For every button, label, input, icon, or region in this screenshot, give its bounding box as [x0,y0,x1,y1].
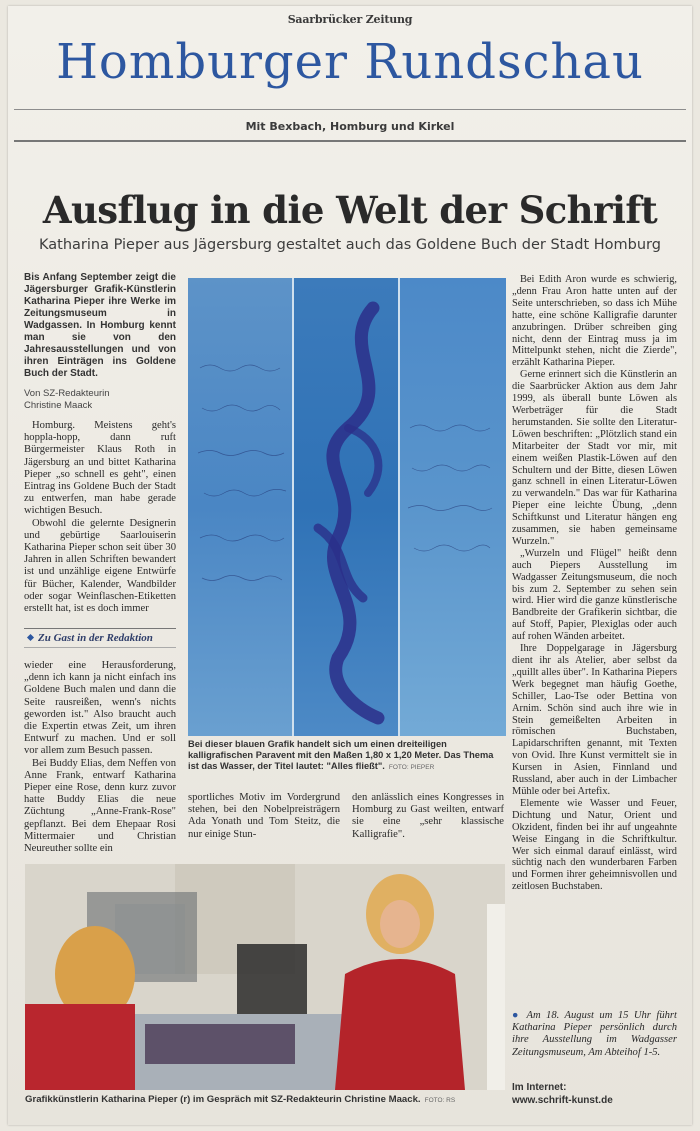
article-lead: Bis Anfang September zeigt die Jägersburger Grafik-Künstlerin Katharina Pieper ihre Werke im Zeitungsmuseum in Wadgassen. In Homburg kennt man sie von den Jahresausstellungen und von ihren Einträgen ins Goldene Buch der Stadt. [24,272,176,379]
photo-credit: FOTO: RS [424,1097,456,1104]
middle-column-2 [352,792,504,841]
artwork-caption [188,739,506,773]
section-label [24,628,176,648]
author-line [24,388,176,412]
web-url: www.schrift-kunst.de [512,1095,613,1106]
paragraph: Homburg. Meistens geht's hoppla-hopp, dann ruft Bürgermeister Klaus Roth in Jägersburg an und bittet Katharina Pieper „so schnell es geht", einen Eintrag ins Goldene Buch der Stadt zu entwerfen, man habe gerade wichtigen Besuch. [24,420,176,517]
article-headline: Ausflug in die Welt der Schrift [42,188,658,232]
section-label-text: Zu Gast in der Redaktion [38,632,153,644]
info-bullet-icon: ● [512,1010,522,1021]
divider [14,109,686,110]
calligraphy-strokes [188,278,506,736]
paragraph: Ihre Doppelgarage in Jägersburg dient ihr als Atelier, aber selbst da „quillt alles über". In Katharina Piepers Werk begegnet man häufig Goethe, Schiller, Lao-Tse oder Bettina von Arnim. Schön sind auch ihre wie in Stein gemeißelten Arbeiten in römischen Buchstaben, Lapidarschriften genannt, mit Texten von Ovid. Ihre Kunst vermittelt sie in Kursen in Asien, Finnland und Russland, aber auch in der Limbacher Mühle oder bei Artefix. [512,643,677,797]
author-name: Christine Maack [24,400,93,411]
middle-column-1 [188,792,340,841]
paragraph: Obwohl die gelernte Designerin und gebürtige Saarlouiserin Katharina Pieper schon seit über 30 Jahren in allen Schriften bewandert ist und unzählige eigene Entwürfe für Bücher, Kalender, Wandbilder oder sogar Weinflaschen-Etiketten erstellt hat, ist es doch immer [24,517,176,615]
author-role: Von SZ-Redakteurin [24,388,110,399]
event-info-text: Am 18. August um 15 Uhr führt Katharina Pieper persönlich durch ihre Ausstellung im Wadgasser Zeitungsmuseum, Am Abteihof 1-5. [512,1010,677,1058]
artwork-photo-credit: FOTO: PIEPER [388,764,435,771]
photo-caption [25,1094,505,1106]
interview-photo [25,864,505,1090]
paragraph: wieder eine Herausforderung, „denn ich kann ja nicht einfach ins Goldene Buch malen und dann die Seite rausreißen, wenn's nichts geworden ist." Also braucht auch die Expertin etwas Zeit, um ihren Entwurf zu machen. Und er soll vor allem zum Besuch passen. [24,660,176,757]
paragraph: den anlässlich eines Kongresses in Homburg zu Gast weilten, entwarf sie eine „sehr klassische Kalligrafie". [352,792,504,840]
paper-name: Saarbrücker Zeitung [287,13,413,26]
masthead-subtitle: Mit Bexbach, Homburg und Kirkel [245,120,455,133]
paragraph: Elemente wie Wasser und Feuer, Dichtung und Natur, Orient und Okzident, finden bei ihr auf ungeahnte Weise Eingang in die Schriftkultur. Wer sich einmal darauf einlässt, wird süchtig nach den wunderbaren Farben und Formen ihrer geheimnisvollen und zeitlosen Buchstaben. [512,797,677,893]
diamond-bullet-icon [27,634,34,641]
right-column [512,274,677,893]
left-column [24,272,176,615]
paragraph: Gerne erinnert sich die Künstlerin an die Saarbrücker Aktion aus dem Jahr 1999, als überall bunte Löwen als Werbeträger für die Stadt herumstanden. Sie sollte den Literatur-Löwen beschriften: „Plötzlich stand ein Mitarbeiter der Stadt vor mir, mit einem weißen Plastik-Löwen auf den Schultern und der Bitte, diesen Löwen ganz schnell in einen Literatur-Löwen zu verwandeln." Das war für Katharina Pieper eine leichte Übung, „denn Schiftkunst und Literatur hängen eng zusammen, sie haben gemeinsame Wurzeln." [512,369,677,547]
paragraph: „Wurzeln und Flügel" heißt denn auch Piepers Ausstellung im Wadgasser Zeitungsmuseum, die noch bis zum 2. September zu sehen sein wird. Hier wird die ganze künstlerische Bandbreite der Grafikerin sichtbar, die auf Stoff, Papier, Plexiglas oder auch auf rohen Wänden arbeitet. [512,547,677,643]
masthead-title: Homburger Rundschau [56,34,644,90]
paragraph: Bei Edith Aron wurde es schwierig, „denn Frau Aron hatte unten auf der Seite unterschrieben, so dass ich Mühe hatte, eine schöne Kalligrafie darunter anzubringen. Drüber schreiben ging nicht, denn der Eintrag muss ja im Mittelpunkt stehen, nicht die Zierde", erzählt Katharina Pieper. [512,274,677,369]
photo-caption-text: Grafikkünstlerin Katharina Pieper (r) im Gespräch mit SZ-Redakteurin Christine Maack. [25,1094,421,1105]
paragraph: sportliches Motiv im Vordergrund stehen, bei den Nobelpreisträgern Ada Yonath und Tom Steitz, die nur einige Stun- [188,792,340,840]
left-column-continued [24,660,176,855]
event-info [512,1010,677,1059]
calligraphy-artwork-image [188,278,506,736]
paragraph: Bei Buddy Elias, dem Neffen von Anne Frank, entwarf Katharina Pieper eine Rose, denn kurz zuvor hatte Buddy Elias die neue Züchtung „Anne-Frank-Rose" gepflanzt. Bei dem Ehepaar Rosi Mittermaier und Christian Neureuther sollte ein [24,757,176,855]
artwork-caption-text: Bei dieser blauen Grafik handelt sich um einen dreiteiligen kalligrafischen Paravent mit den Maßen 1,80 x 1,20 Meter. Das Thema ist das Wasser, der Titel lautet: "Alles fließt". [188,739,494,771]
web-label: Im Internet: [512,1082,567,1093]
divider [14,140,686,142]
article-subhead: Katharina Pieper aus Jägersburg gestaltet auch das Goldene Buch der Stadt Homburg [39,237,661,253]
